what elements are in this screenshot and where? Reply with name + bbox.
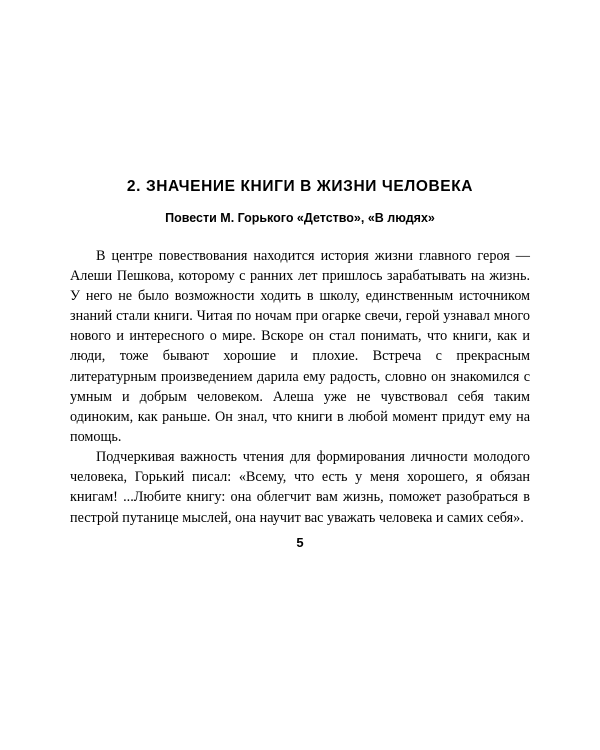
chapter-subtitle: Повести М. Горького «Детство», «В людях» (165, 210, 435, 225)
page-content (70, 178, 530, 528)
body-paragraph: В центре повествования находится история жизни главного героя — Алеши Пешкова, которому с ранних лет пришлось зарабатывать на жизнь. У него не было возможности ходить в школу, единственным источником знаний стали книги. Читая по ночам при огарке свечи, герой узнавал много нового и интересного о мире. Вскоре он стал понимать, что книги, как и люди, тоже бывают хорошие и плохие. Встреча с прекрасным литературным произведением дарила ему радость, словно он знакомился с умным и добрым человеком. Алеша уже не чувствовал себя таким одиноким, как раньше. Он знал, что книги в любой момент придут ему на помощь. (70, 247, 530, 445)
body-paragraph: Подчеркивая важность чтения для формирования личности молодого человека, Горький писал: «Всему, что есть у меня хорошего, я обязан книгам! ...Любите книгу: она облегчит вам жизнь, поможет разобраться в пестрой путанице мыслей, она научит вас уважать человека и самих себя». (70, 449, 530, 526)
page-number: 5 (296, 535, 304, 550)
chapter-title: 2. ЗНАЧЕНИЕ КНИГИ В ЖИЗНИ ЧЕЛОВЕКА (126, 178, 474, 195)
